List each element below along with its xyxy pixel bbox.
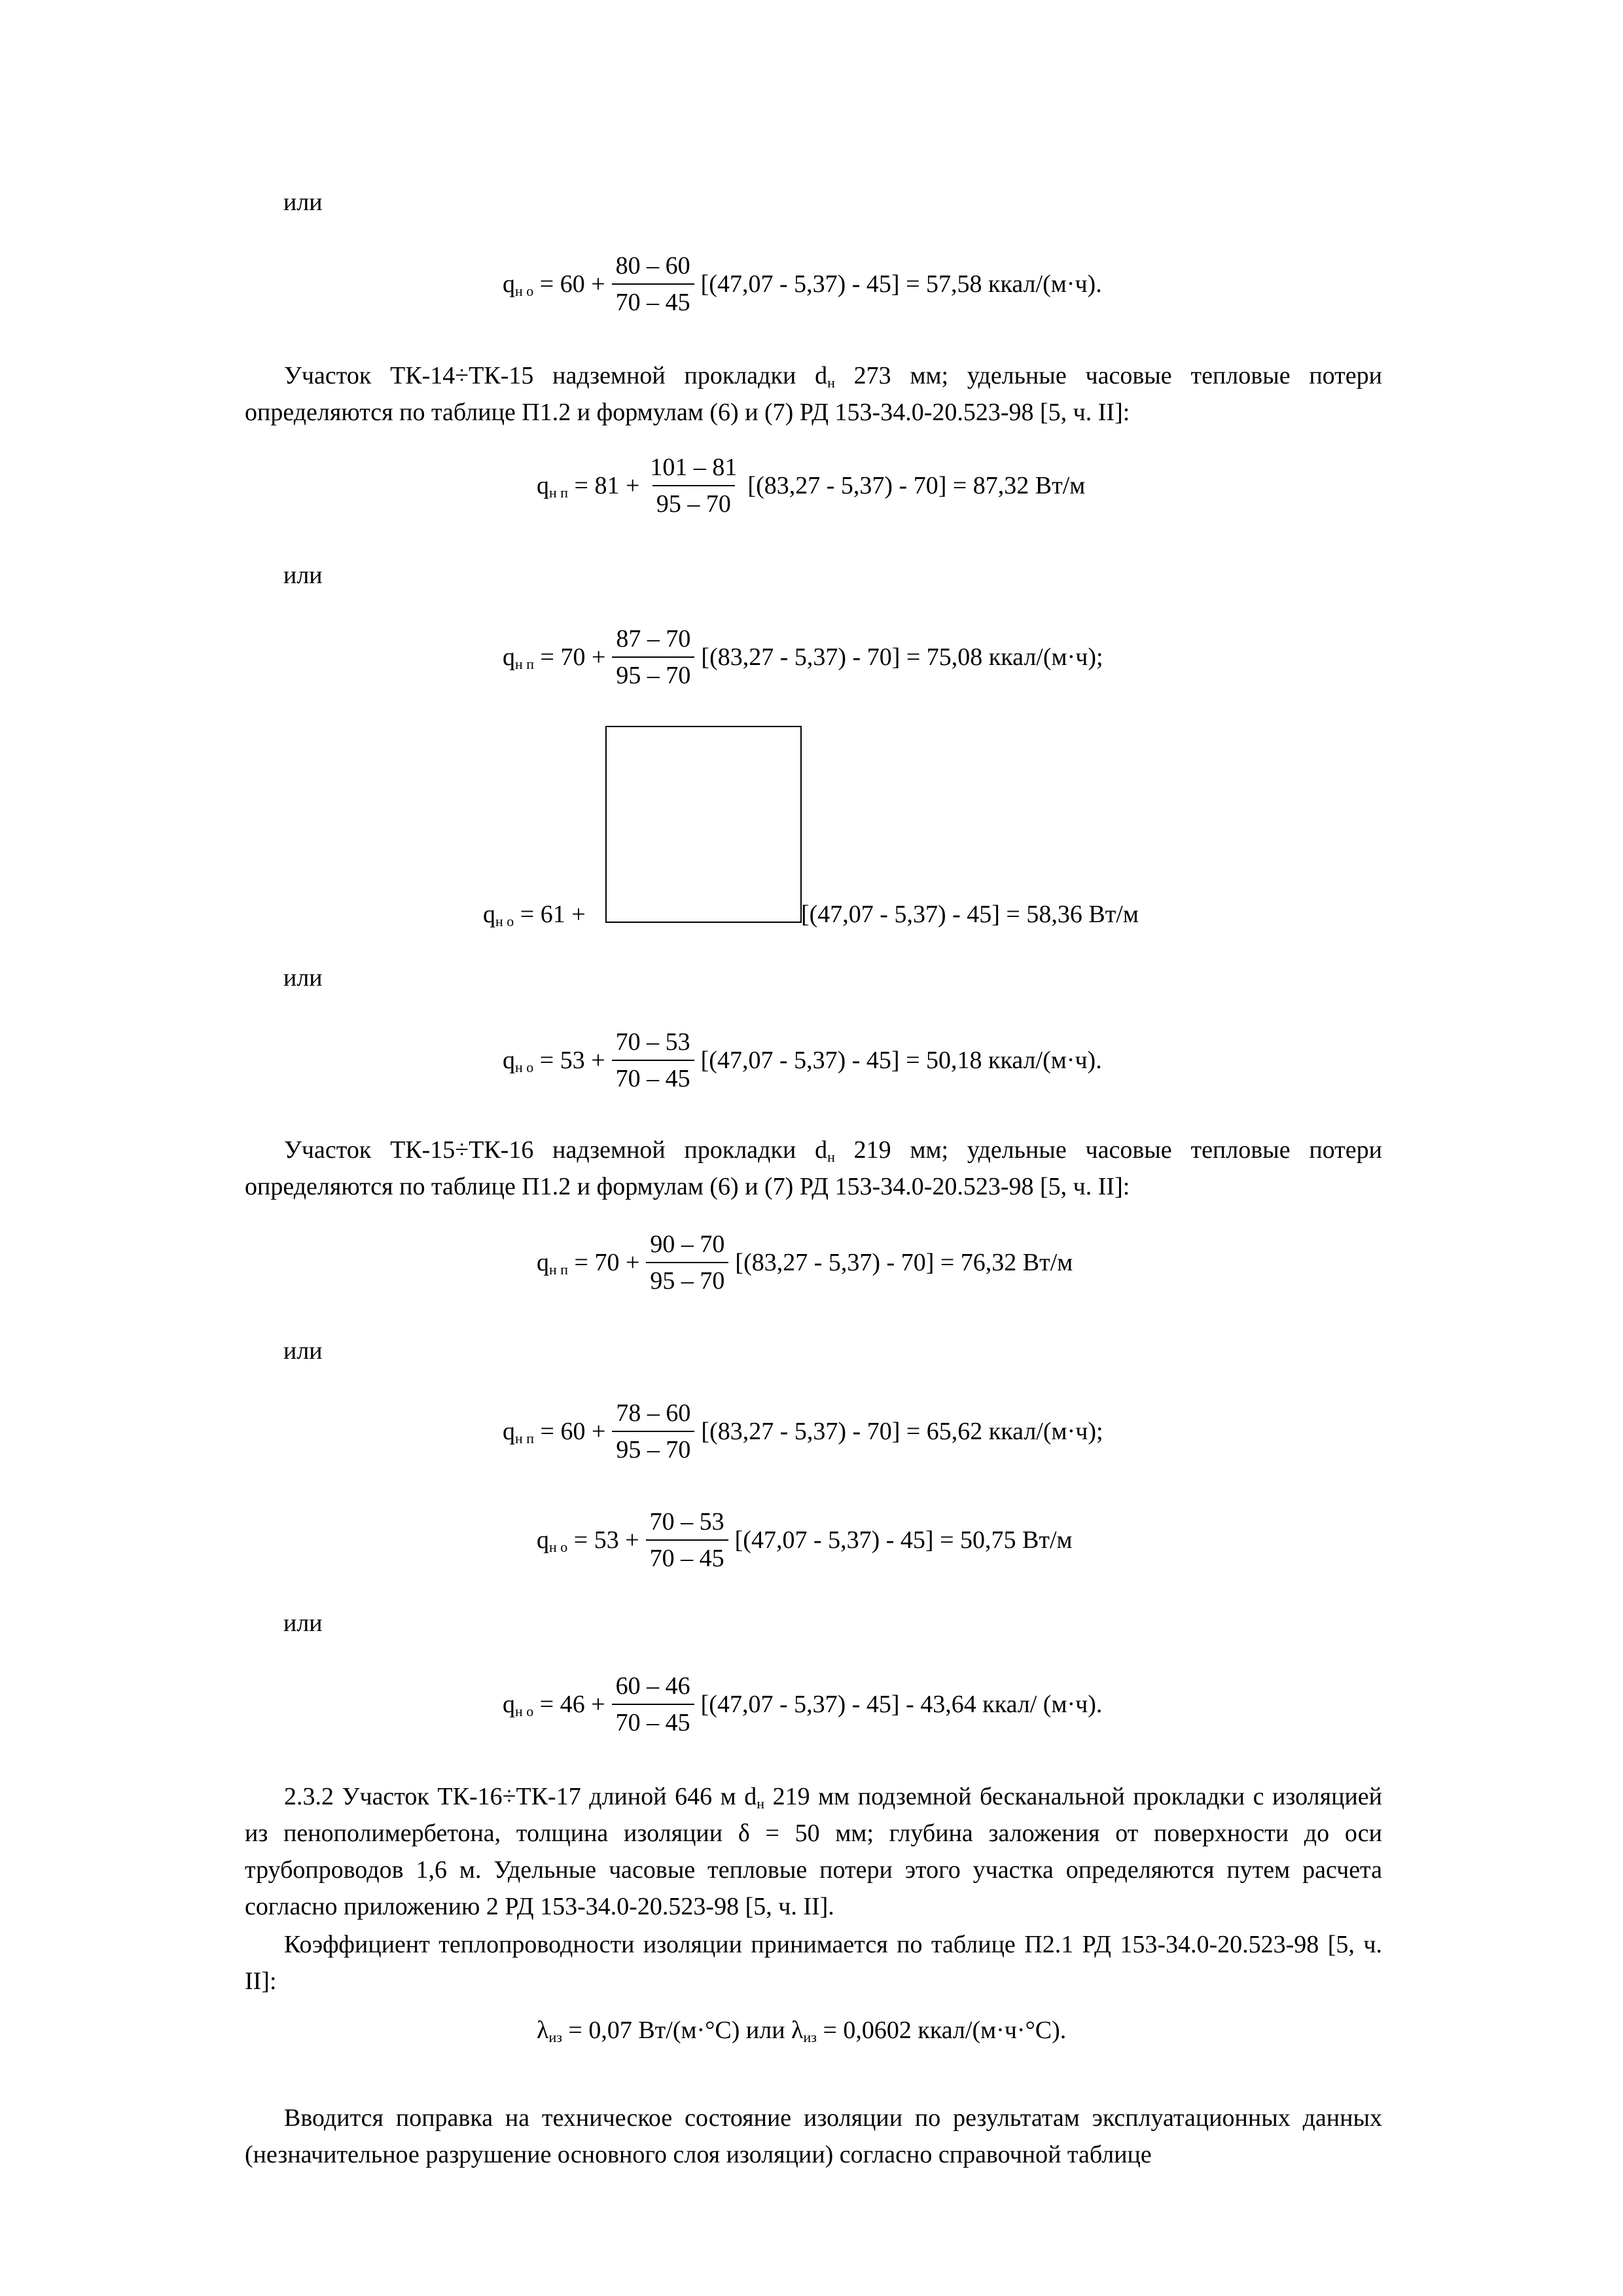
eq-fraction [646, 454, 741, 518]
eq-rhs: [(47,07 - 5,37) - 45] = 57,58 ккал/(м·ч). [700, 270, 1102, 298]
eq-symbol: $q_{н о}$ [483, 901, 514, 929]
missing-fraction-box [605, 726, 802, 923]
paragraph-section-tk14-tk15: Участок ТК-14÷ТК-15 надземной прокладки $d_н$ 273 мм; удельные часовые тепловые потери определяются по таблице П1.2 и формулам (6) и (7) РД 153-34.0-20.523-98 [5, ч. II]: [245, 362, 1382, 426]
eq-lhs: = 60 + [540, 1417, 606, 1445]
equation-q-no-3 [503, 1028, 1102, 1093]
or-label: или [283, 1609, 323, 1637]
paragraph-correction: Вводится поправка на техническое состояние изоляции по результатам эксплуатационных данных (незначительное разрушение основного слоя изоляции) согласно справочной таблице [245, 2104, 1382, 2168]
eq-symbol: $q_{н п}$ [503, 643, 535, 672]
equation-q-np-1 [537, 454, 1085, 518]
fraction-numerator: 70 – 53 [615, 1028, 690, 1056]
paragraph-section-2-3-2: 2.3.2 Участок ТК-16÷ТК-17 длиной 646 м $d_н$ 219 мм подземной бесканальной прокладки с изоляцией из пенополимербетона, толщина изоляции δ = 50 мм; глубина заложения от поверхности до оси трубопроводов 1,6 м. Удельные часовые тепловые потери этого участка определяются путем расчета согласно приложению 2 РД 153-34.0-20.523-98 [5, ч. II]. [245, 1783, 1382, 1920]
fraction-denominator: 70 – 45 [612, 1704, 694, 1738]
fraction-numerator: 90 – 70 [650, 1230, 725, 1258]
fraction-numerator: 70 – 53 [649, 1508, 724, 1535]
fraction-numerator: 60 – 46 [615, 1672, 690, 1700]
equation-q-np-4 [503, 1399, 1103, 1464]
eq-fraction [612, 1672, 694, 1737]
eq-lhs: = 53 + [573, 1526, 639, 1554]
fraction-denominator: 70 – 45 [612, 283, 694, 317]
paragraph-conductivity: Коэффициент теплопроводности изоляции принимается по таблице П2.1 РД 153-34.0-20.523-98 [5, ч. II]: [245, 1931, 1382, 1995]
equation-q-no-2 [483, 900, 586, 930]
eq-symbol: $q_{н о}$ [503, 1690, 534, 1719]
eq-symbol: $q_{н п}$ [503, 1417, 535, 1446]
eq-lhs: = 60 + [539, 270, 605, 298]
fraction-denominator: 70 – 45 [646, 1539, 728, 1573]
eq-lhs: = 46 + [539, 1690, 605, 1718]
eq-lhs: = 81 + [574, 471, 640, 499]
eq-fraction [646, 1508, 728, 1573]
fraction-denominator: 95 – 70 [612, 1431, 694, 1465]
equation-q-no-4 [537, 1508, 1073, 1573]
eq-symbol: $q_{н п}$ [537, 471, 569, 501]
eq-rhs: [(83,27 - 5,37) - 70] = 75,08 ккал/(м·ч); [701, 643, 1103, 671]
eq-rhs: [(83,27 - 5,37) - 70] = 65,62 ккал/(м·ч); [701, 1417, 1103, 1445]
eq-symbol: $q_{н о}$ [503, 1046, 534, 1075]
fraction-numerator: 87 – 70 [616, 625, 691, 653]
equation-q-no-5 [503, 1672, 1102, 1737]
eq-rhs: [(83,27 - 5,37) - 70] = 76,32 Вт/м [735, 1248, 1073, 1276]
eq-fraction [646, 1230, 728, 1295]
eq-rhs: [(47,07 - 5,37) - 45] - 43,64 ккал/ (м·ч). [700, 1690, 1103, 1718]
eq-symbol: $q_{н о}$ [537, 1526, 568, 1555]
eq-symbol: $q_{н п}$ [537, 1248, 569, 1278]
or-label: или [283, 1337, 323, 1365]
or-label: или [283, 562, 323, 589]
eq-lhs: = 61 + [520, 901, 586, 928]
eq-lhs: = 70 + [540, 643, 606, 671]
eq-fraction [612, 252, 694, 317]
eq-rhs: [(47,07 - 5,37) - 45] = 50,18 ккал/(м·ч). [700, 1046, 1102, 1074]
or-label: или [283, 188, 323, 216]
equation-q-no-1 [503, 252, 1102, 317]
eq-symbol: $q_{н о}$ [503, 270, 534, 299]
eq-lhs: = 70 + [574, 1248, 640, 1276]
eq-rhs: [(47,07 - 5,37) - 45] = 50,75 Вт/м [734, 1526, 1073, 1554]
fraction-denominator: 95 – 70 [646, 1262, 728, 1296]
equation-q-np-2 [503, 625, 1103, 690]
eq-fraction [612, 625, 694, 690]
or-label: или [283, 964, 323, 992]
fraction-numerator: 80 – 60 [615, 252, 690, 279]
eq-fraction [612, 1399, 694, 1464]
eq-fraction [612, 1028, 694, 1093]
equation-q-no-2-rhs: [(47,07 - 5,37) - 45] = 58,36 Вт/м [801, 901, 1139, 928]
fraction-numerator: 78 – 60 [616, 1399, 691, 1427]
fraction-numerator: 101 – 81 [650, 454, 738, 481]
fraction-denominator: 95 – 70 [652, 485, 735, 519]
fraction-denominator: 70 – 45 [612, 1060, 694, 1094]
paragraph-section-tk15-tk16: Участок ТК-15÷ТК-16 надземной прокладки $d_н$ 219 мм; удельные часовые тепловые потери определяются по таблице П1.2 и формулам (6) и (7) РД 153-34.0-20.523-98 [5, ч. II]: [245, 1136, 1382, 1200]
eq-rhs: [(83,27 - 5,37) - 70] = 87,32 Вт/м [747, 471, 1086, 499]
equation-q-np-3 [537, 1230, 1073, 1295]
fraction-denominator: 95 – 70 [612, 656, 694, 691]
equation-lambda: $\lambda_{из} = 0,07$ Вт/(м·°С) или $\lambda_{из} = 0,0602$ ккал/(м·ч·°С). [537, 2017, 1067, 2045]
eq-lhs: = 53 + [539, 1046, 605, 1074]
